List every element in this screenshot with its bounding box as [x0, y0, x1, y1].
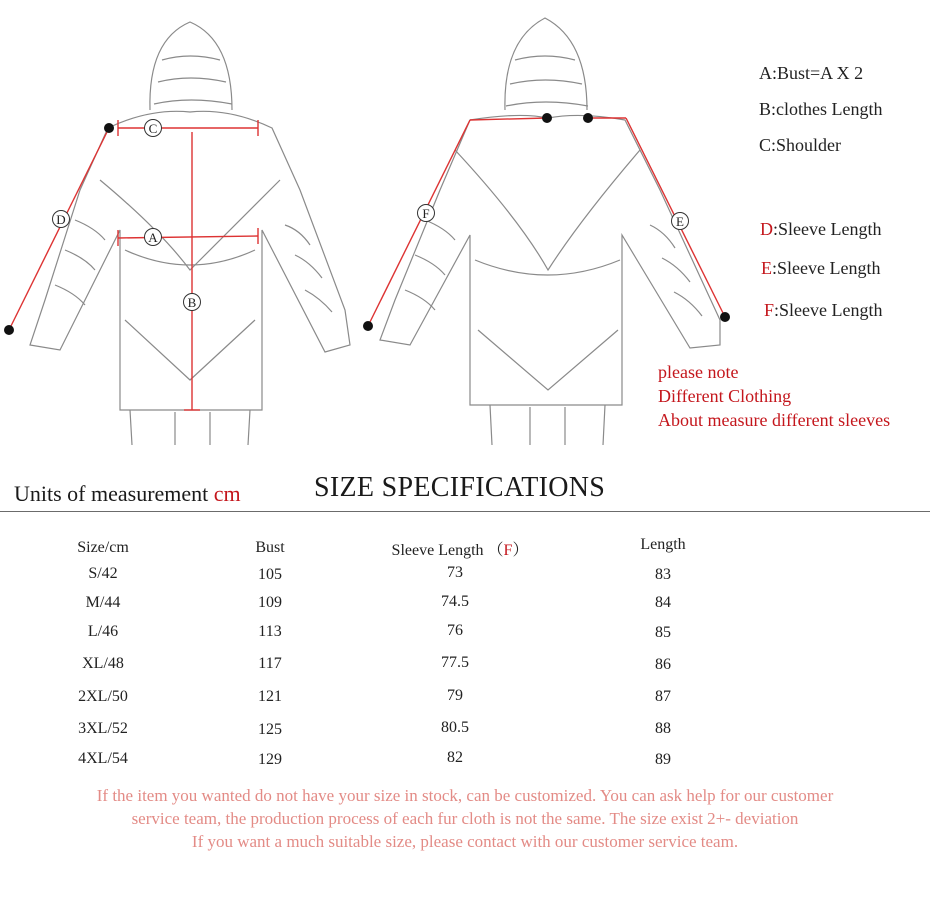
divider	[0, 511, 930, 512]
svg-text:E: E	[676, 214, 684, 229]
note-line: About measure different sleeves	[658, 410, 891, 430]
svg-text:B: B	[187, 295, 197, 310]
legend-key: F	[764, 300, 775, 320]
units-label	[14, 481, 241, 507]
svg-text:A: A	[148, 230, 158, 245]
legend-text: :Sleeve Length	[772, 258, 881, 278]
svg-text:C: C	[148, 121, 158, 136]
cell-length: 88	[655, 720, 671, 737]
cell-length: 83	[655, 566, 671, 583]
cell-bust: 129	[258, 751, 282, 768]
legend-key: A	[759, 63, 772, 83]
cell-length: 86	[655, 656, 671, 673]
cell-sleeve: 74.5	[441, 593, 469, 610]
cell-length: 85	[655, 624, 671, 641]
cell-bust: 105	[258, 566, 282, 583]
marker-b	[184, 294, 201, 311]
cell-sleeve: 73	[447, 564, 463, 581]
marker-f	[418, 205, 435, 222]
legend-text: :Sleeve Length	[773, 219, 882, 239]
note-line: please note	[658, 362, 739, 382]
svg-text:F: F	[422, 206, 430, 221]
cell-size: 4XL/54	[78, 750, 128, 767]
cell-length: 87	[655, 688, 671, 705]
header-bust: Bust	[255, 539, 285, 556]
cell-size: 2XL/50	[78, 688, 128, 705]
cell-size: M/44	[85, 594, 121, 611]
page-title: SIZE SPECIFICATIONS	[314, 472, 606, 503]
header-sleeve: Sleeve Length （F）	[391, 542, 529, 559]
legend-key: D	[760, 219, 773, 239]
cell-length: 84	[655, 594, 671, 611]
cell-size: S/42	[88, 565, 118, 582]
header-size: Size/cm	[77, 539, 129, 556]
legend-text: :Bust=A X 2	[772, 63, 864, 83]
legend-key: B	[759, 99, 772, 119]
cell-length: 89	[655, 751, 671, 768]
cell-bust: 117	[258, 655, 282, 672]
cell-bust: 121	[258, 688, 282, 705]
header-sleeve-label: Sleeve Length	[391, 542, 484, 559]
legend-text: :clothes Length	[771, 99, 883, 119]
svg-text:D: D	[56, 212, 66, 227]
cell-bust: 125	[258, 721, 282, 738]
header-length: Length	[640, 536, 686, 553]
legend-text: :Shoulder	[771, 135, 842, 155]
units-text: Units of measurement	[14, 481, 209, 506]
legend-sleeve-e	[761, 258, 880, 279]
footnote-line: If you want a much suitable size, please contact with our customer service team.	[191, 832, 739, 851]
cell-sleeve: 80.5	[441, 719, 469, 736]
cell-size: L/46	[87, 623, 119, 640]
cell-sleeve: 82	[447, 749, 463, 766]
cell-sleeve: 79	[447, 687, 463, 704]
legend-sleeve-f	[764, 300, 882, 321]
note-line: Different Clothing	[658, 386, 792, 406]
front-measure-lines	[9, 120, 258, 410]
units-unit: cm	[213, 481, 241, 506]
footnote-line: If the item you wanted do not have your size in stock, can be customized. You can ask help for our customer	[96, 786, 834, 805]
marker-d	[53, 211, 70, 228]
cell-bust: 109	[258, 594, 282, 611]
legend-clothes-length	[759, 99, 883, 120]
marker-a	[145, 229, 162, 246]
legend-bust	[759, 63, 863, 84]
cell-sleeve: 77.5	[441, 654, 469, 671]
cell-bust: 113	[258, 623, 282, 640]
cell-size: 3XL/52	[78, 720, 128, 737]
cell-size: XL/48	[82, 655, 124, 672]
cell-sleeve: 76	[447, 622, 463, 639]
legend-shoulder	[759, 135, 841, 156]
marker-c	[145, 120, 162, 137]
legend-key: E	[761, 258, 772, 278]
marker-e	[672, 213, 689, 230]
footnote-line: service team, the production process of each fur cloth is not the same. The size exist 2+- deviation	[131, 809, 799, 828]
legend-text: :Sleeve Length	[774, 300, 883, 320]
legend-sleeve-d	[760, 219, 881, 240]
coat-front-sketch	[30, 22, 350, 445]
legend-key: C	[759, 135, 772, 155]
header-sleeve-key: F	[503, 542, 513, 559]
